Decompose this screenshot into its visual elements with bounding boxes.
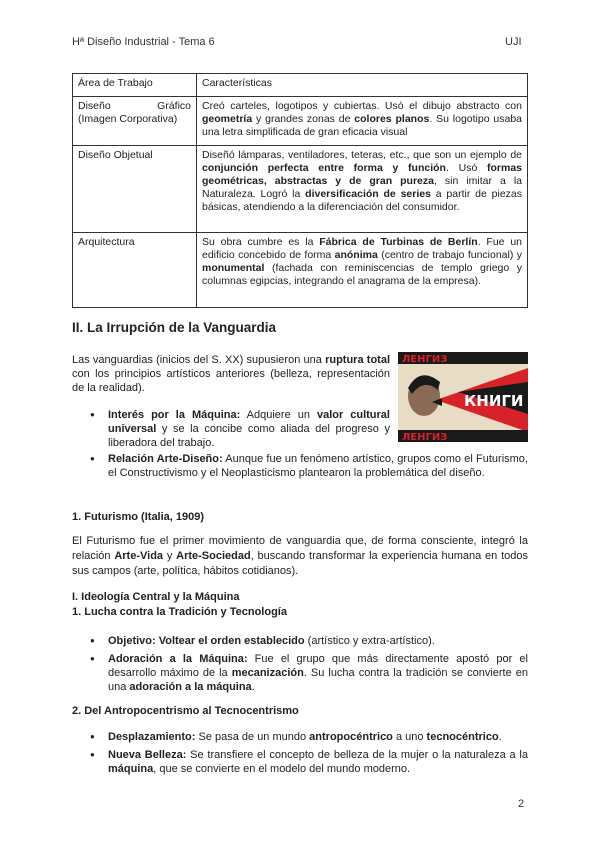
antropocentrismo-heading: 2. Del Antropocentrismo al Tecnocentrismo (72, 705, 299, 717)
table-header-area: Área de Trabajo (73, 74, 197, 97)
list-item: ● Objetivo: Voltear el orden establecido (artístico y extra-artístico). (90, 634, 528, 648)
area-label-objetual: Diseño Objetual (73, 146, 197, 233)
poster-bottom-text: ЛЕНГИЗ (402, 432, 448, 442)
list-item: ● Adoración a la Máquina: Fue el grupo que más directamente apostó por el desarrollo máximo de la mecanización. Su lucha contra la tradición se convierte en una adoración a la máquina. (90, 652, 528, 694)
area-label-subtitle: (Imagen Corporativa) (78, 113, 178, 125)
header-university: UJI (505, 36, 522, 48)
poster-center-text: КНИГИ (464, 392, 524, 410)
page-number: 2 (518, 798, 525, 810)
table-header-characteristics: Características (197, 74, 528, 97)
poster-top-text: ЛЕНГИЗ (402, 354, 448, 365)
bullet-list-tradicion (90, 634, 528, 698)
bullet-list-vanguardia-2 (90, 452, 528, 484)
bullet-list-antropocentrismo (90, 730, 528, 780)
ideologia-heading: I. Ideología Central y la Máquina (72, 591, 240, 603)
design-areas-table (72, 73, 528, 308)
area-label-arquitectura: Arquitectura (73, 233, 197, 308)
list-item: ● Interés por la Máquina: Adquiere un valor cultural universal y se la concibe como aliada del progreso y liberadora del trabajo. (90, 408, 390, 450)
futurismo-heading: 1. Futurismo (Italia, 1909) (72, 511, 205, 523)
tradicion-heading: 1. Lucha contra la Tradición y Tecnología (72, 606, 287, 618)
section-title: II. La Irrupción de la Vanguardia (72, 320, 277, 335)
area-label-grafico (73, 97, 197, 146)
area-desc-arquitectura: Su obra cumbre es la Fábrica de Turbinas de Berlín. Fue un edificio concebido de forma anónima (centro de trabajo funcional) y monumental (fachada con reminiscencias de templo griego y columnas egipcias, integrando el anagrama de la empresa). (197, 233, 528, 308)
table-row (73, 97, 528, 146)
constructivist-poster-image (398, 352, 528, 442)
area-label-word2: Gráfico (157, 100, 191, 112)
list-item: ● Nueva Belleza: Se transfiere el concepto de belleza de la mujer o la naturaleza a la máquina, que se convierte en el modelo del mundo moderno. (90, 748, 528, 776)
header-title: Hª Diseño Industrial - Tema 6 (72, 36, 215, 48)
table-row (73, 146, 528, 233)
futurismo-paragraph: El Futurismo fue el primer movimiento de vanguardia que, de forma consciente, integró la relación Arte-Vida y Arte-Sociedad, buscando transformar la experiencia humana en todos sus campos (arte, política, hábitos cotidianos). (72, 535, 528, 577)
area-label-word1: Diseño (78, 100, 111, 112)
area-desc-grafico: Creó carteles, logotipos y cubiertas. Usó el dibujo abstracto con geometría y grandes zonas de colores planos. Su logotipo usaba una letra simplificada de gran eficacia visual (197, 97, 528, 146)
list-item: ● Desplazamiento: Se pasa de un mundo antropocéntrico a uno tecnocéntrico. (90, 730, 528, 744)
table-header-row (73, 74, 528, 97)
table-row (73, 233, 528, 308)
intro-paragraph: Las vanguardias (inicios del S. XX) supusieron una ruptura total con los principios artísticos anteriores (belleza, representación de la realidad). (72, 354, 390, 394)
list-item: ● Relación Arte-Diseño: Aunque fue un fenómeno artístico, grupos como el Futurismo, el Constructivismo y el Neoplasticismo plantearon la problemática del diseño. (90, 452, 528, 480)
area-desc-objetual: Diseñó lámparas, ventiladores, teteras, etc., que son un ejemplo de conjunción perfecta entre forma y función. Usó formas geométricas, abstractas y de gran pureza, sin imitar a la Naturaleza. Logró la diversificación de series a partir de piezas básicas, atendiendo a la diferenciación del consumidor. (197, 146, 528, 233)
bullet-list-vanguardia (90, 408, 390, 454)
